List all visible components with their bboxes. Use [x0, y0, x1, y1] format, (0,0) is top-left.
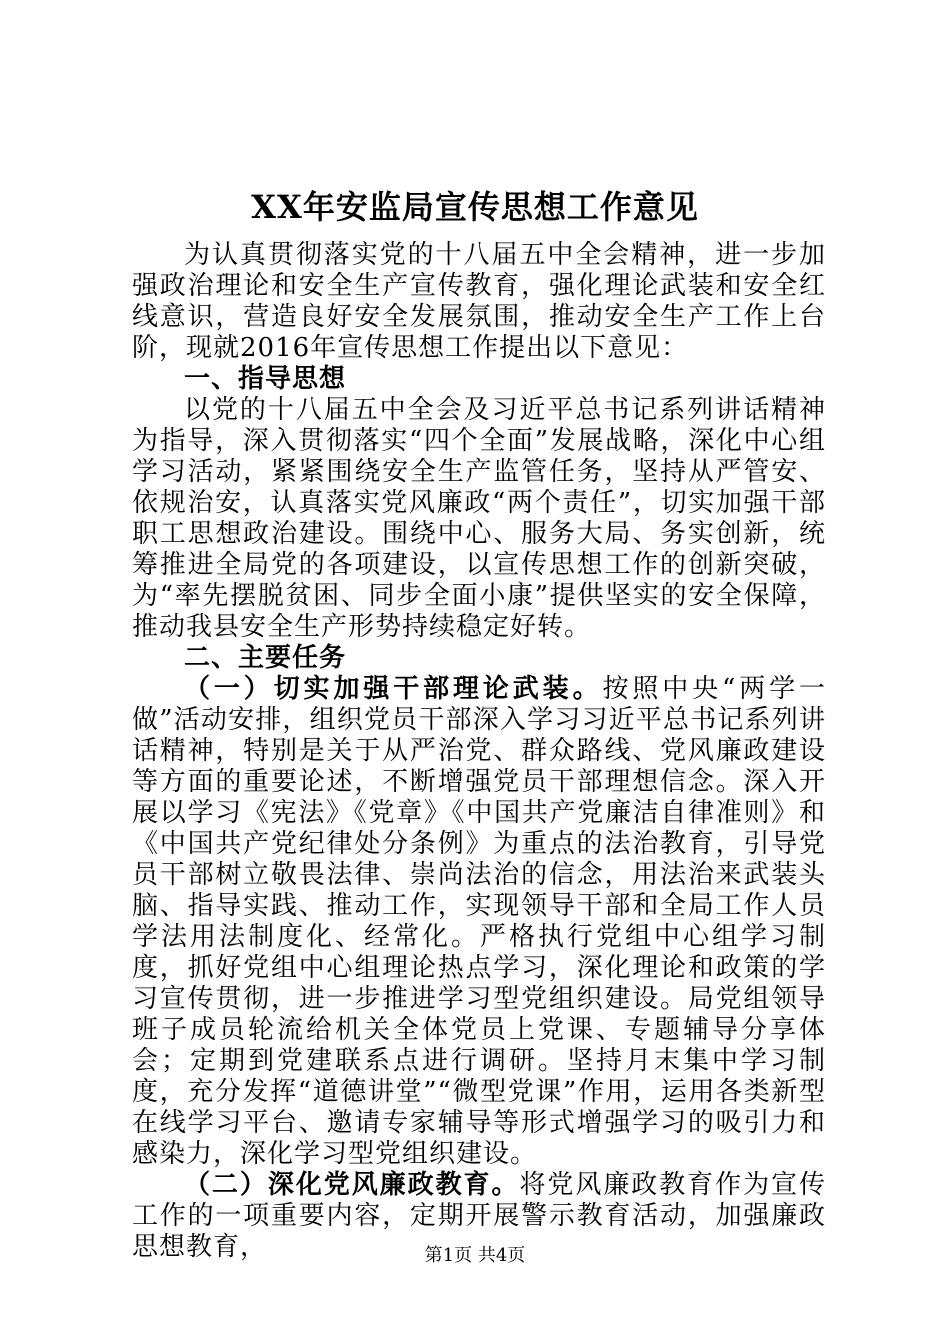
task-one-lead: （一）切实加强干部理论武装。	[184, 674, 603, 704]
intro-paragraph: 为认真贯彻落实党的十八届五中全会精神，进一步加强政治理论和安全生产宣传教育，强化理论武装和安全红线意识，营造良好安全发展氛围，推动安全生产工作上台阶，现就2016年宣传思想工作提出以下意见：	[132, 240, 826, 363]
task-one-text: 按照中央“两学一做”活动安排，组织党员干部深入学习习近平总书记系列讲话精神，特别是关于从严治党、群众路线、党风廉政建设等方面的重要论述，不断增强党员干部理想信念。深入开展以学习《宪法》《党章》《中国共产党廉洁自律准则》和《中国共产党纪律处分条例》为重点的法治教育，引导党员干部树立敬畏法律、崇尚法治的信念，用法治来武装头脑、指导实践、推动工作，实现领导干部和全局工作人员学法用法制度化、经常化。严格执行党组中心组学习制度，抓好党组中心组理论热点学习，深化理论和政策的学习宣传贯彻，进一步推进学习型党组织建设。局党组领导班子成员轮流给机关全体党员上党课、专题辅导分享体会；定期到党建联系点进行调研。坚持月末集中学习制度，充分发挥“道德讲堂”“微型党课”作用，运用各类新型在线学习平台、邀请专家辅导等形式增强学习的吸引力和感染力，深化学习型党组织建设。	[132, 674, 826, 1169]
task-one-paragraph	[132, 674, 826, 1170]
guiding-ideology-paragraph: 以党的十八届五中全会及习近平总书记系列讲话精神为指导，深入贯彻落实“四个全面”发展战略，深化中心组学习活动，紧紧围绕安全生产监管任务，坚持从严管安、依规治安，认真落实党风廉政“两个责任”，切实加强干部职工思想政治建设。围绕中心、服务大局、务实创新，统筹推进全局党的各项建设，以宣传思想工作的创新突破，为“率先摆脱贫困、同步全面小康”提供坚实的安全保障，推动我县安全生产形势持续稳定好转。	[132, 395, 826, 642]
document-title: XX年安监局宣传思想工作意见	[251, 188, 699, 226]
page-number-footer: 第1页 共4页	[424, 1245, 526, 1266]
task-two-lead: （二）深化党风廉政教育。	[184, 1170, 520, 1200]
task-two-text: 将党风廉政教育作为宣传工作的一项重要内容，定期开展警示教育活动，加强廉政思想教育，	[132, 1170, 826, 1262]
section-heading-guiding-ideology: 一、指导思想	[184, 364, 347, 394]
document-body	[132, 240, 826, 1263]
section-heading-main-tasks: 二、主要任务	[184, 643, 347, 673]
